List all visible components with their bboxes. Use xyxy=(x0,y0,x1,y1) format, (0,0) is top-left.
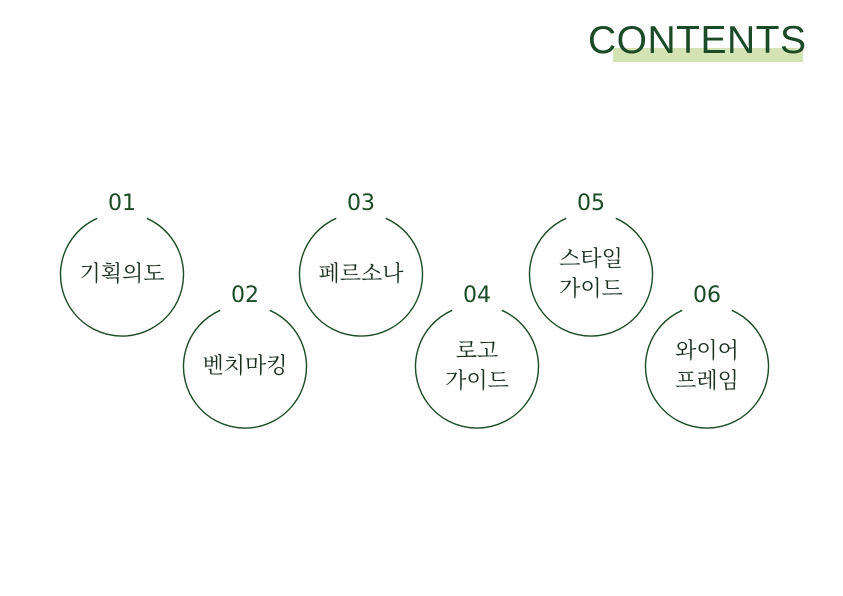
item-label: 벤치마킹 xyxy=(202,354,288,379)
item-label: 기획의도 xyxy=(79,262,165,287)
contents-item-03[interactable] xyxy=(298,191,424,338)
item-number: 03 xyxy=(347,191,375,216)
contents-item-02[interactable] xyxy=(182,283,308,430)
item-number: 04 xyxy=(463,283,491,308)
item-number: 02 xyxy=(231,283,259,308)
item-label: 페르소나 xyxy=(318,262,404,287)
contents-item-01[interactable] xyxy=(59,191,185,338)
item-label: 와이어 프레임 xyxy=(675,339,739,394)
item-number: 06 xyxy=(693,283,721,308)
item-number: 05 xyxy=(577,191,605,216)
contents-item-04[interactable] xyxy=(414,283,540,430)
item-label: 스타일 가이드 xyxy=(559,247,623,302)
contents-item-06[interactable] xyxy=(644,283,770,430)
page-title: CONTENTS xyxy=(588,19,807,62)
item-label: 로고 가이드 xyxy=(445,339,509,394)
page-title-block xyxy=(588,18,808,68)
item-number: 01 xyxy=(108,191,136,216)
contents-item-05[interactable] xyxy=(528,191,654,338)
